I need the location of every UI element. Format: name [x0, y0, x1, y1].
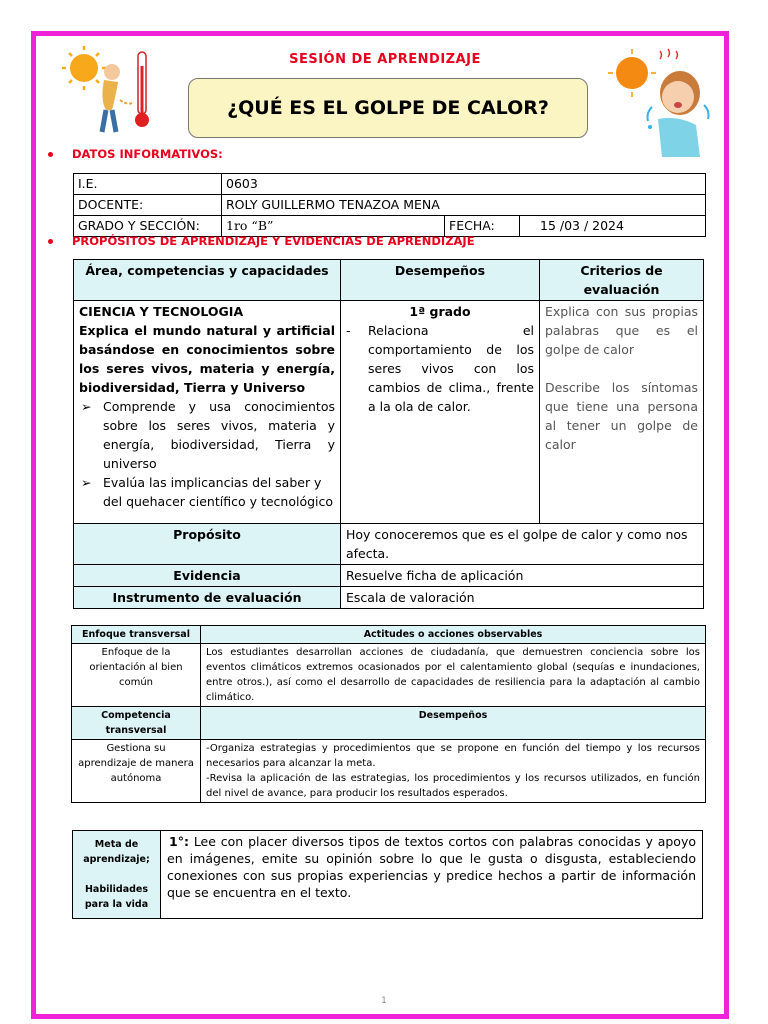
bullet-icon: [48, 239, 53, 244]
page-number: 1: [381, 996, 387, 1006]
table-row: [74, 301, 704, 524]
desempeno-text: Relaciona el comportamiento de los seres vivos con los cambios de clima., frente a la ola de calor.: [368, 323, 534, 414]
session-title: SESIÓN DE APRENDIZAJE: [289, 52, 481, 67]
table-row: [74, 524, 704, 565]
table-row: [74, 174, 706, 195]
docente-value: ROLY GUILLERMO TENAZOA MENA: [222, 195, 706, 216]
desempenos-label: Desempeños: [201, 707, 706, 740]
hot-woman-illustration: [592, 45, 722, 160]
evidencia-label: Evidencia: [74, 565, 341, 587]
table-header-row: [74, 260, 704, 301]
desempeno-cell: [341, 301, 540, 524]
capacidades-list: [79, 397, 335, 511]
desempeno-1: -Organiza estrategias y procedimientos que se propone en función del tiempo y los recursos necesarios para alcanzar la meta.: [206, 743, 700, 769]
evidencia-value: Resuelve ficha de aplicación: [341, 565, 704, 587]
criterio-1: Explica con sus propias palabras que es el golpe de calor: [545, 304, 698, 357]
enfoque-table: [71, 625, 706, 803]
col-desempenos-header: Desempeños: [341, 260, 540, 301]
criterio-2: Describe los síntomas que tiene una persona al tener un golpe de calor: [545, 380, 698, 452]
grado-label: GRADO Y SECCIÓN:: [74, 216, 222, 237]
table-row: [74, 195, 706, 216]
meta-label-cell: [73, 831, 161, 919]
datos-heading-text: DATOS INFORMATIVOS:: [72, 147, 223, 161]
propositos-table: [73, 259, 704, 609]
section-datos-heading: [48, 147, 223, 161]
table-row: [74, 565, 704, 587]
list-item: ➢ Comprende y usa conocimientos sobre los seres vivos, materia y energía, biodiversidad, Tierra y universo: [79, 397, 335, 473]
fecha-label: FECHA:: [445, 216, 520, 237]
meta-text: Lee con placer diversos tipos de textos cortos con palabras conocidas y apoyo en imágenes, emite su opinión sobre lo que le gusta o disgusta, estableciendo conexiones con sus propias experiencias y predice hechos a partir de información que se encuentra en el texto.: [167, 834, 696, 900]
enfoque-label: Enfoque transversal: [72, 626, 201, 644]
area-cell: [74, 301, 341, 524]
ie-label: I.E.: [74, 174, 222, 195]
habilidades-label: Habilidades para la vida: [84, 884, 149, 910]
grado-label: 1ª grado: [409, 304, 471, 319]
desempeno-item: [346, 321, 534, 416]
sun-icon: [62, 46, 106, 90]
actitudes-label: Actitudes o acciones observables: [201, 626, 706, 644]
criterios-cell: [540, 301, 704, 524]
docente-label: DOCENTE:: [74, 195, 222, 216]
section-propositos-heading: [48, 234, 475, 248]
instrumento-label: Instrumento de evaluación: [74, 587, 341, 609]
sun-icon: [608, 49, 656, 97]
ie-value: 0603: [222, 174, 706, 195]
thermometer-icon: [135, 52, 149, 127]
proposito-value: Hoy conoceremos que es el golpe de calor y como nos afecta.: [341, 524, 704, 565]
competencia-text: Explica el mundo natural y artificial basándose en conocimientos sobre los seres vivos, materia y energía, biodiversidad, Tierra y Universo: [79, 323, 335, 395]
heat-person-illustration: [62, 40, 162, 135]
dash-marker: -: [346, 323, 351, 338]
enfoque-value: Enfoque de la orientación al bien común: [72, 644, 201, 707]
table-row: [74, 587, 704, 609]
fecha-value: 15 /03 / 2024: [520, 216, 706, 237]
banner-title: ¿QUÉ ES EL GOLPE DE CALOR?: [227, 97, 549, 119]
desempeno-2: -Revisa la aplicación de las estrategias, los procedimientos y los recursos utilizados, en función del nivel de avance, para producir los resultados esperados.: [206, 773, 700, 799]
meta-grade: 1°:: [169, 834, 189, 849]
table-row: [73, 831, 703, 919]
propositos-heading-text: PROPÓSITOS DE APRENDIZAJE Y EVIDENCIAS DE APRENDIZAJE: [72, 234, 475, 248]
table-row: [72, 626, 706, 644]
competencia-value: Gestiona su aprendizaje de manera autónoma: [72, 740, 201, 803]
meta-label: Meta de aprendizaje;: [83, 839, 150, 865]
table-row: [72, 644, 706, 707]
table-row: [72, 707, 706, 740]
instrumento-value: Escala de valoración: [341, 587, 704, 609]
col-area-header: Área, competencias y capacidades: [74, 260, 341, 301]
competencia-label: Competencia transversal: [72, 707, 201, 740]
proposito-label: Propósito: [74, 524, 341, 565]
meta-table: [72, 830, 703, 919]
actitudes-value: Los estudiantes desarrollan acciones de ciudadanía, que demuestren conciencia sobre los eventos climáticos extremos ocasionados por el calentamiento global (sequías e inundaciones, entre otros.), así como el desarrollo de capacidades de resiliencia para la adaptación al cambio climático.: [201, 644, 706, 707]
bullet-icon: [48, 152, 53, 157]
list-item: ➢ Evalúa las implicancias del saber y del quehacer científico y tecnológico: [79, 473, 335, 511]
page-title: [188, 78, 588, 138]
meta-text-cell: [161, 831, 703, 919]
table-row: [72, 740, 706, 803]
datos-table: [73, 173, 706, 237]
col-criterios-header: Criterios de evaluación: [540, 260, 704, 301]
desempenos-cell: [201, 740, 706, 803]
area-name: CIENCIA Y TECNOLOGIA: [79, 304, 244, 319]
grado-value: 1ro “B”: [222, 216, 445, 237]
